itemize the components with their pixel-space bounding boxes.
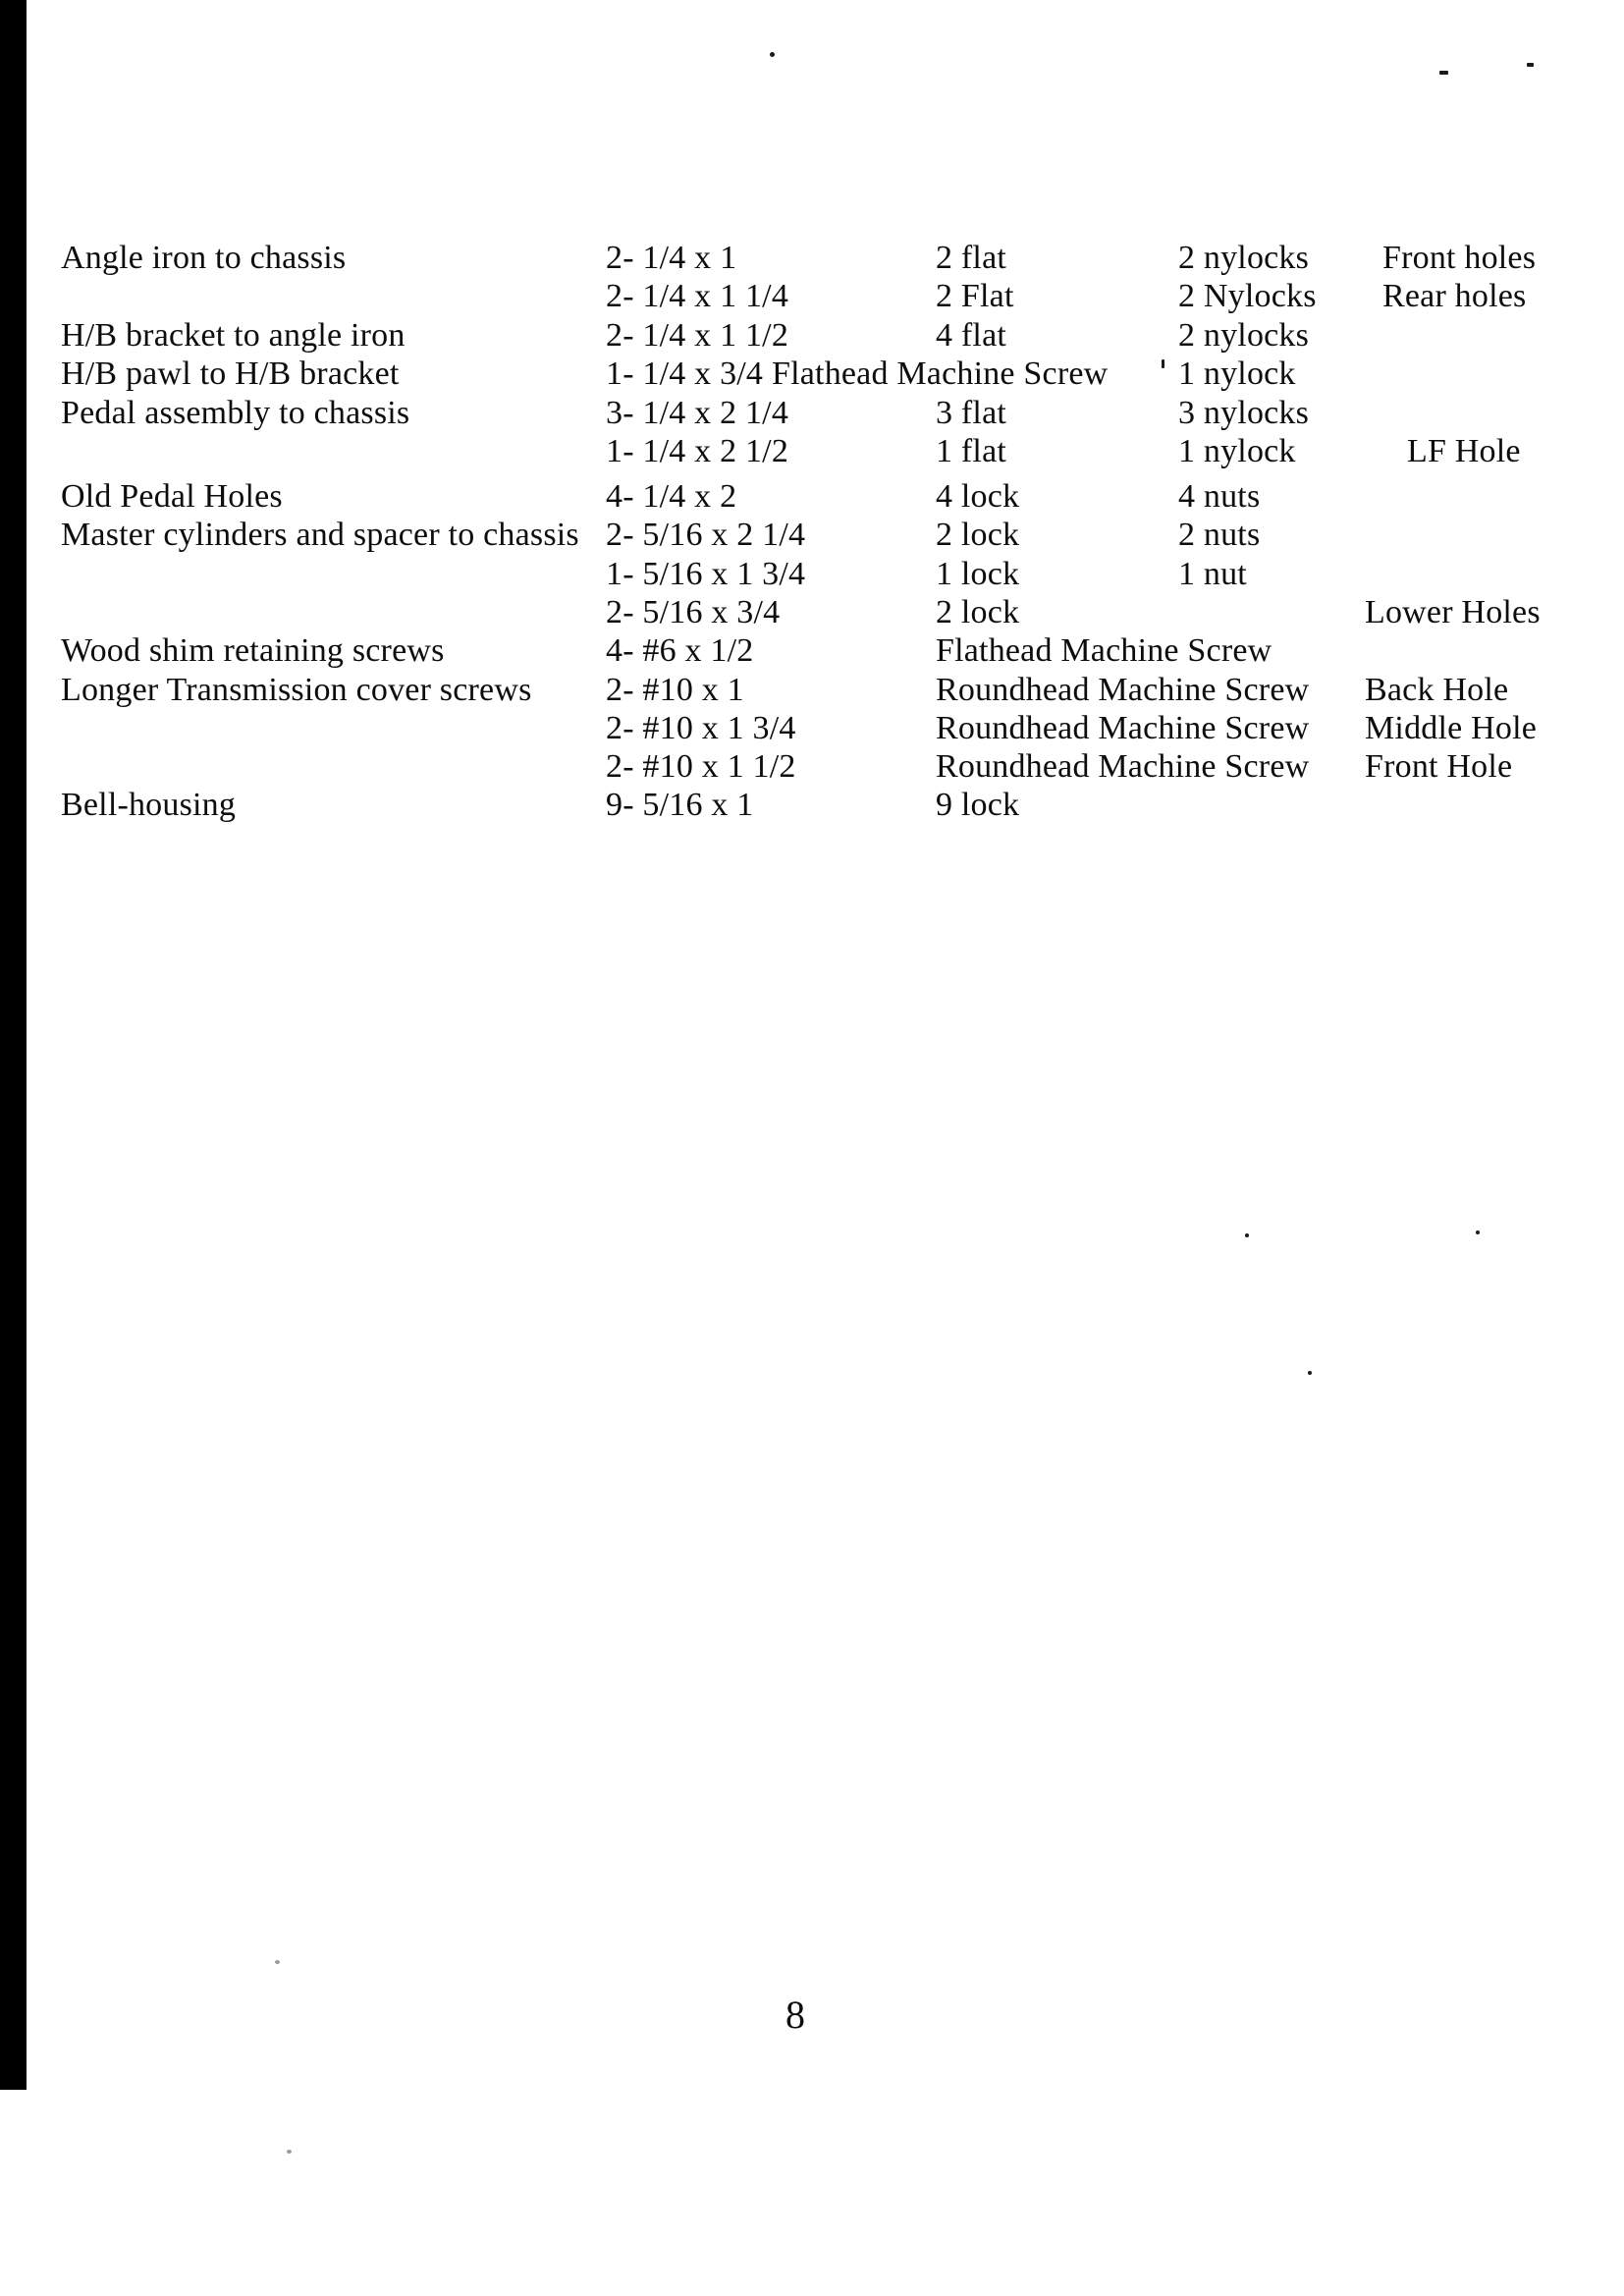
bolt-size-cell: 4- 1/4 x 2 bbox=[606, 478, 737, 515]
nut-cell: 2 nylocks bbox=[1178, 240, 1310, 276]
nut-cell: 2 nylocks bbox=[1178, 317, 1310, 354]
hole-note-cell: Middle Hole bbox=[1365, 710, 1538, 746]
scan-speck bbox=[1476, 1230, 1480, 1234]
washer-cell: 4 lock bbox=[936, 478, 1020, 515]
washer-cell: 4 flat bbox=[936, 317, 1007, 354]
part-name-cell: Pedal assembly to chassis bbox=[61, 395, 410, 431]
washer-cell: 2 lock bbox=[936, 517, 1020, 553]
scan-speck bbox=[275, 1960, 280, 1964]
bolt-size-cell: 2- #10 x 1 bbox=[606, 672, 744, 708]
hardware-row bbox=[0, 555, 1624, 594]
hardware-row bbox=[0, 747, 1624, 787]
scan-speck bbox=[770, 52, 775, 57]
bolt-size-cell: 2- 1/4 x 1 1/2 bbox=[606, 317, 789, 354]
washer-cell: 9 lock bbox=[936, 787, 1020, 823]
washer-cell: 1 flat bbox=[936, 433, 1007, 469]
scan-speck bbox=[1162, 359, 1164, 368]
nut-cell: 2 nuts bbox=[1178, 517, 1261, 553]
bolt-size-cell: 1- 1/4 x 2 1/2 bbox=[606, 433, 789, 469]
scan-speck bbox=[1245, 1233, 1249, 1237]
washer-cell: 3 flat bbox=[936, 395, 1007, 431]
screw-type-cell: Roundhead Machine Screw bbox=[936, 710, 1310, 746]
scan-speck bbox=[1527, 63, 1534, 67]
nut-cell: 4 nuts bbox=[1178, 478, 1261, 515]
page-number: 8 bbox=[785, 1993, 805, 2037]
bolt-size-cell: 3- 1/4 x 2 1/4 bbox=[606, 395, 789, 431]
bolt-size-cell: 2- 5/16 x 2 1/4 bbox=[606, 517, 806, 553]
part-name-cell: Bell-housing bbox=[61, 787, 237, 823]
hardware-row bbox=[0, 316, 1624, 355]
part-name-cell: Wood shim retaining screws bbox=[61, 632, 445, 669]
screw-type-cell: Roundhead Machine Screw bbox=[936, 672, 1310, 708]
hardware-row bbox=[0, 432, 1624, 471]
hardware-row bbox=[0, 239, 1624, 278]
hardware-row bbox=[0, 477, 1624, 517]
hardware-row bbox=[0, 631, 1624, 671]
bolt-size-cell: 1- 1/4 x 3/4 bbox=[606, 355, 764, 392]
hole-note-cell: LF Hole bbox=[1407, 433, 1521, 469]
scan-speck bbox=[1308, 1371, 1312, 1375]
part-name-cell: H/B bracket to angle iron bbox=[61, 317, 406, 354]
screw-type-cell: Flathead Machine Screw bbox=[772, 355, 1109, 392]
hole-note-cell: Front Hole bbox=[1365, 748, 1513, 785]
hardware-row bbox=[0, 277, 1624, 316]
scan-speck bbox=[287, 2150, 292, 2154]
scan-speck bbox=[1439, 71, 1448, 75]
bolt-size-cell: 2- 1/4 x 1 bbox=[606, 240, 737, 276]
part-name-cell: H/B pawl to H/B bracket bbox=[61, 355, 400, 392]
bolt-size-cell: 1- 5/16 x 1 3/4 bbox=[606, 556, 806, 592]
washer-cell: 2 Flat bbox=[936, 278, 1014, 314]
nut-cell: 1 nylock bbox=[1178, 355, 1296, 392]
hardware-row bbox=[0, 786, 1624, 825]
part-name-cell: Longer Transmission cover screws bbox=[61, 672, 532, 708]
bolt-size-cell: 2- #10 x 1 1/2 bbox=[606, 748, 796, 785]
hole-note-cell: Lower Holes bbox=[1365, 594, 1541, 630]
nut-cell: 1 nut bbox=[1178, 556, 1247, 592]
hardware-row bbox=[0, 516, 1624, 555]
washer-cell: 1 lock bbox=[936, 556, 1020, 592]
bolt-size-cell: 9- 5/16 x 1 bbox=[606, 787, 754, 823]
hardware-row bbox=[0, 709, 1624, 748]
hardware-row bbox=[0, 394, 1624, 433]
screw-type-cell: Flathead Machine Screw bbox=[936, 632, 1272, 669]
bolt-size-cell: 2- 5/16 x 3/4 bbox=[606, 594, 781, 630]
bolt-size-cell: 4- #6 x 1/2 bbox=[606, 632, 754, 669]
nut-cell: 2 Nylocks bbox=[1178, 278, 1317, 314]
nut-cell: 1 nylock bbox=[1178, 433, 1296, 469]
hole-note-cell: Front holes bbox=[1382, 240, 1537, 276]
screw-type-cell: Roundhead Machine Screw bbox=[936, 748, 1310, 785]
hardware-row bbox=[0, 355, 1624, 394]
bolt-size-cell: 2- 1/4 x 1 1/4 bbox=[606, 278, 789, 314]
hardware-row bbox=[0, 671, 1624, 710]
part-name-cell: Master cylinders and spacer to chassis bbox=[61, 517, 579, 553]
hole-note-cell: Rear holes bbox=[1382, 278, 1527, 314]
washer-cell: 2 flat bbox=[936, 240, 1007, 276]
bolt-size-cell: 2- #10 x 1 3/4 bbox=[606, 710, 796, 746]
hole-note-cell: Back Hole bbox=[1365, 672, 1509, 708]
washer-cell: 2 lock bbox=[936, 594, 1020, 630]
nut-cell: 3 nylocks bbox=[1178, 395, 1310, 431]
part-name-cell: Angle iron to chassis bbox=[61, 240, 347, 276]
hardware-row bbox=[0, 593, 1624, 632]
part-name-cell: Old Pedal Holes bbox=[61, 478, 283, 515]
